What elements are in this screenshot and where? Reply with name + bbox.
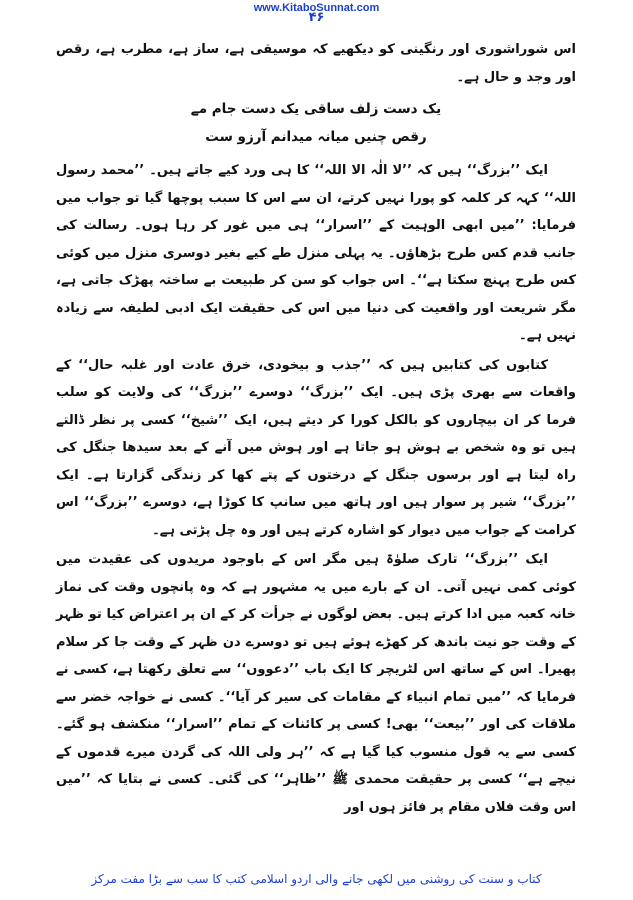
paragraph-3: ایک ’’بزرگ‘‘ تارک صلوٰۃ ہیں مگر اس کے باوجود مریدوں کی عقیدت میں کوئی کمی نہیں آتی۔ ان کے بارے میں یہ مشہور ہے کہ وہ پانچوں وقت کی نماز خانہ کعبہ میں ادا کرتے ہیں۔ بعض لوگوں نے جرأت کر کے ان پر اعتراض کیا تو ظہر کے وقت جو نیت باندھ کر کھڑے ہوئے ہیں تو دوسرے دن ظہر کے وقت جا کر سلام پھیرا۔ اس کے ساتھ اس لٹریچر کا ایک باب ’’دعووں‘‘ سے تعلق رکھتا ہے، کسی نے فرمایا کہ ’’میں تمام انبیاء کے مقامات کی سیر کر آیا‘‘۔ کسی نے خواجہ خضر سے ملاقات کی اور ’’بیعت‘‘ بھی! کسی پر کائنات کے تمام ’’اسرار‘‘ منکشف ہو گئے۔ کسی سے یہ قول منسوب کیا گیا ہے کہ ’’ہر ولی اللہ کی گردن میرے قدموں کے نیچے ہے‘‘ کسی پر حقیقت محمدی ﷺ ’’ظاہر‘‘ کی گئی۔ کسی نے بتایا کہ ’’میں اس وقت فلاں مقام پر فائز ہوں اور bbox=[56, 552, 576, 815]
paragraph-1: ایک ’’بزرگ‘‘ ہیں کہ ’’لا الٰہ الا اللہ‘‘ کا ہی ورد کیے جاتے ہیں۔ ’’محمد رسول اللہ‘‘ کہہ کر کلمہ کو پورا نہیں کرتے، ان سے اس کا سبب پوچھا گیا تو جواب میں فرمایا: ’’میں ابھی الوہیت کے ’’اسرار‘‘ ہی میں غور کر رہا ہوں۔ رسالت کی جانب قدم کس طرح بڑھاؤں۔ یہ پہلی منزل طے کیے بغیر دوسری منزل میں کوئی کس طرح پہنچ سکتا ہے‘‘۔ اس جواب کو سن کر طبیعت بے ساختہ پھڑک جاتی ہے، مگر شریعت اور واقعیت کی دنیا میں اس کی حقیقت ایک ادبی لطیفہ سے زیادہ نہیں ہے۔ bbox=[56, 163, 576, 343]
persian-verse bbox=[56, 95, 576, 151]
footer-banner: کتاب و سنت کی روشنی میں لکھی جانے والی اردو اسلامی کتب کا سب سے بڑا مفت مرکز bbox=[91, 872, 542, 886]
site-url: www.KitaboSunnat.com bbox=[253, 2, 380, 14]
paragraph-2: کتابوں کی کتابیں ہیں کہ ’’جذب و بیخودی، خرق عادت اور غلبہ حال‘‘ کے واقعات سے بھری پڑی ہیں۔ ایک ’’بزرگ‘‘ دوسرے ’’بزرگ‘‘ کی ولایت کو سلب فرما کر ان بیچاروں کو بالکل کورا کر دیتے ہیں، ایک ’’شیخ‘‘ کسی پر نظر ڈالتے ہیں تو وہ شخص بے ہوش ہو جاتا ہے اور ہوش میں آنے کے بعد سیدھا جنگل کی راہ لیتا ہے اور برسوں جنگل کے درختوں کے پتے کھا کر زندگی گزارتا ہے۔ ایک ’’بزرگ‘‘ شیر پر سوار ہیں اور ہاتھ میں سانپ کا کوڑا ہے، دوسرے ’’بزرگ‘‘ اس کرامت کے جواب میں دیوار کو اشارہ کرتے ہیں اور وہ چل پڑتی ہے۔ bbox=[56, 357, 576, 538]
intro-paragraph: اس شوراشوری اور رنگینی کو دیکھیے کہ موسیقی ہے، ساز ہے، مطرب ہے، رقص اور وجد و حال ہے۔ bbox=[56, 42, 576, 85]
page-number: ۴۶ bbox=[308, 10, 325, 25]
verse-line-1: یک دست زلف ساقی یک دست جام مے bbox=[190, 101, 442, 117]
verse-line-2: رقص چنیں میانہ میدانم آرزو ست bbox=[205, 129, 427, 145]
page-body bbox=[56, 36, 576, 823]
